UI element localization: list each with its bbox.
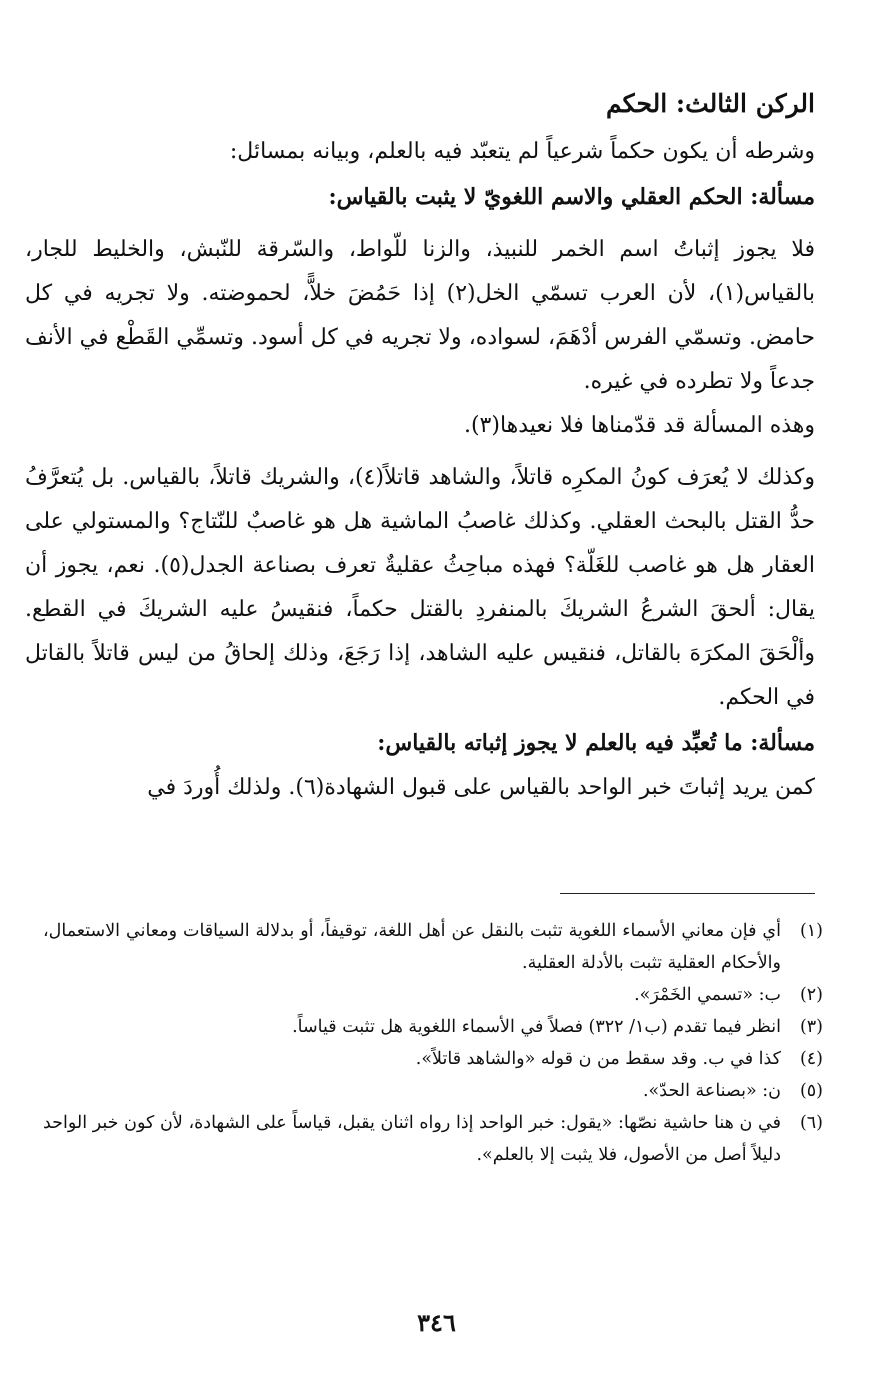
section-heading: الركن الثالث: الحكم xyxy=(606,89,815,118)
footnotes xyxy=(43,915,823,1171)
paragraph-2: وهذه المسألة قد قدّمناها فلا نعيدها(٣). xyxy=(463,413,815,438)
footnote-number: (٣) xyxy=(799,1017,823,1037)
issue-heading-2: مسألة: ما تُعبِّد فيه بالعلم لا يجوز إثباته بالقياس: xyxy=(377,730,815,756)
paragraph-3: وكذلك لا يُعرَف كونُ المكرِه قاتلاً، والشاهد قاتلاً(٤)، والشريك قاتلاً، بالقياس. بل يُتعرَّفُ حدُّ القتل بالبحث العقلي. وكذلك غاصبُ الماشية هل هو غاصبٌ للنّتاج؟ والمستولي على العقار هل هو غاصب للغَلّة؟ فهذه مباحِثُ عقليةٌ تعرف بصناعة الجدل(٥). نعم، يجوز أن يقال: ألحقَ الشرعُ الشريكَ بالمنفردِ بالقتل حكماً، فنقيسُ عليه الشريكَ في القطع. وألْحَقَ المكرَهَ بالقاتل، فنقيس عليه الشاهد، إذا رَجَعَ، وذلك إلحاقُ من ليس قاتلاً بالقاتل في الحكم. xyxy=(25,465,816,710)
footnote-divider xyxy=(560,893,815,894)
footnote-number: (٦) xyxy=(799,1113,823,1133)
footnote-text: ن: «بصناعة الحدّ». xyxy=(642,1081,781,1101)
main-text xyxy=(25,78,815,810)
footnote-number: (١) xyxy=(799,921,823,941)
footnote-5 xyxy=(43,1075,823,1107)
issue-heading-1: مسألة: الحكم العقلي والاسم اللغويّ لا يثبت بالقياس: xyxy=(328,184,815,210)
footnote-text: أي فإن معاني الأسماء اللغوية تثبت بالنقل عن أهل اللغة، توقيفاً، أو بدلالة السياقات ومعاني الاستعمال، والأحكام العقلية تثبت بالأدلة العقلية. xyxy=(43,921,781,973)
footnote-text: انظر فيما تقدم (ب١/ ٣٢٢) فصلاً في الأسماء اللغوية هل تثبت قياساً. xyxy=(292,1017,781,1037)
footnote-4 xyxy=(43,1043,823,1075)
page-number: ٣٤٦ xyxy=(417,1308,456,1337)
paragraph-1: فلا يجوز إثباتُ اسم الخمر للنبيذ، والزنا للّواط، والسّرقة للنّبش، والخليط للجار، بالقياس(١)، لأن العرب تسمّي الخل(٢) إذا حَمُضَ خلاًّ، لحموضته. ولا تجريه في كل حامض. وتسمّي الفرس أدْهَمَ، لسواده، ولا تجريه في كل أسود. وتسمِّي القَطْع في الأنف جدعاً ولا تطرده في غيره. xyxy=(25,237,815,394)
footnote-6 xyxy=(43,1107,823,1171)
footnote-text: كذا في ب. وقد سقط من ن قوله «والشاهد قاتلاً». xyxy=(415,1049,781,1069)
footnote-number: (٥) xyxy=(799,1081,823,1101)
footnote-1 xyxy=(43,915,823,979)
footnote-text: ب: «تسمي الخَمْرَ». xyxy=(634,985,781,1005)
intro-paragraph: وشرطه أن يكون حكماً شرعياً لم يتعبّد فيه بالعلم، وبيانه بمسائل: xyxy=(229,139,815,164)
footnote-number: (٢) xyxy=(799,985,823,1005)
footnote-text: في ن هنا حاشية نصّها: «يقول: خبر الواحد إذا رواه اثنان يقبل، قياساً على الشهادة، لأن كون خبر الواحد دليلاً أصل من الأصول، فلا يثبت إلا بالعلم». xyxy=(43,1113,781,1165)
footnote-number: (٤) xyxy=(799,1049,823,1069)
footnote-3 xyxy=(43,1011,823,1043)
paragraph-4: كمن يريد إثباتَ خبر الواحد بالقياس على قبول الشهادة(٦). ولذلك أُوردَ في xyxy=(147,775,815,800)
footnote-2 xyxy=(43,979,823,1011)
